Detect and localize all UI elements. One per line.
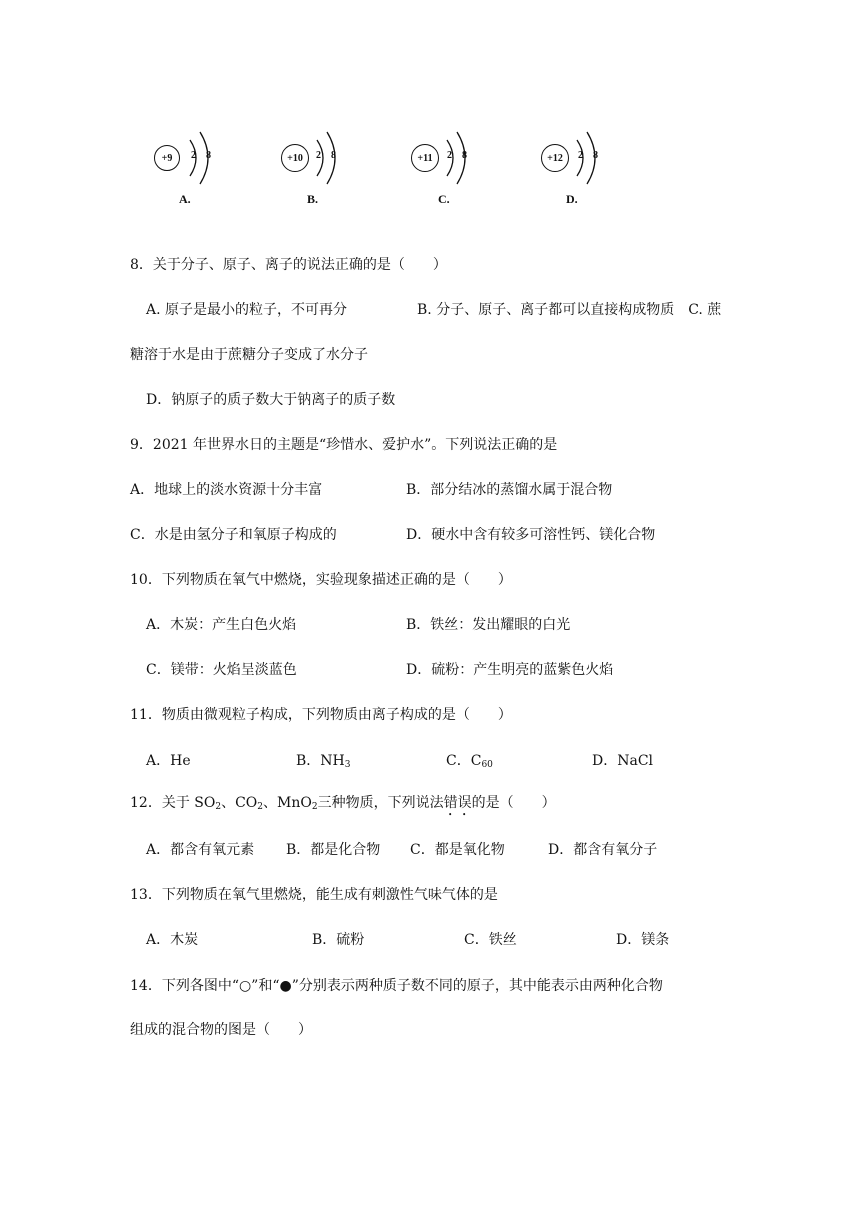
emphasis-word: 错误 <box>443 795 472 811</box>
shell-2-electrons: 8 <box>206 150 211 161</box>
q9-stem: 9．2021 年世界水日的主题是“珍惜水、爱护水”。下列说法正确的是 <box>130 437 558 453</box>
q8-options-line-1: A. 原子是最小的粒子，不可再分 B. 分子、原子、离子都可以直接构成物质 C. 蔗 <box>146 302 722 318</box>
shell-1-electrons: 2 <box>191 150 196 161</box>
diagram-label-d: D. <box>566 192 578 206</box>
q10-stem: 10．下列物质在氧气中燃烧，实验现象描述正确的是（ ） <box>130 572 512 588</box>
shell-1-electrons: 2 <box>447 150 452 161</box>
q11-option-b: B．$NH_3$ <box>296 753 351 770</box>
nucleus: +9 <box>154 145 180 171</box>
electron-shell-arcs <box>309 128 349 190</box>
shell-2-electrons: 8 <box>462 150 467 161</box>
shell-1-electrons: 2 <box>316 150 321 161</box>
q8-options-line-2: 糖溶于水是由于蔗糖分子变成了水分子 <box>130 347 368 363</box>
q14-stem-line-2: 组成的混合物的图是（ ） <box>130 1022 312 1038</box>
q13-option-c: C．铁丝 <box>464 932 517 948</box>
electron-shell-arcs <box>180 128 220 190</box>
q12-option-c: C．都是氧化物 <box>410 842 505 858</box>
electron-shell-arcs <box>569 128 609 190</box>
q11-option-c: C．$C_{60}$ <box>446 753 493 770</box>
q9-option-c: C．水是由氢分子和氧原子构成的 <box>130 527 337 543</box>
q11-stem: 11．物质由微观粒子构成，下列物质由离子构成的是（ ） <box>130 707 512 723</box>
atom-diagram-d <box>541 128 621 190</box>
shell-1-electrons: 2 <box>578 150 583 161</box>
q12-option-a: A．都含有氧元素 <box>146 842 255 858</box>
nucleus: +11 <box>411 144 439 172</box>
q12-option-d: D．都含有氧分子 <box>548 842 658 858</box>
q13-option-a: A．木炭 <box>146 932 199 948</box>
atom-diagram-c <box>411 128 491 190</box>
electron-shell-arcs <box>439 128 479 190</box>
q10-option-c: C．镁带：火焰呈淡蓝色 <box>146 662 297 678</box>
q10-option-a: A．木炭：产生白色火焰 <box>146 617 297 633</box>
nucleus: +10 <box>281 144 309 172</box>
q8-option-d: D．钠原子的质子数大于钠离子的质子数 <box>146 392 396 408</box>
diagram-label-c: C. <box>438 192 450 206</box>
q13-option-d: D．镁条 <box>616 932 670 948</box>
q12-option-b: B．都是化合物 <box>286 842 381 858</box>
q8-stem: 8．关于分子、原子、离子的说法正确的是（ ） <box>130 257 447 273</box>
q13-stem: 13．下列物质在氧气里燃烧，能生成有刺激性气味气体的是 <box>130 887 498 903</box>
q10-option-b: B．铁丝：发出耀眼的白光 <box>406 617 571 633</box>
shell-2-electrons: 8 <box>331 150 336 161</box>
diagram-label-b: B. <box>307 192 319 206</box>
diagram-label-a: A. <box>179 192 191 206</box>
nucleus: +12 <box>541 144 569 172</box>
atom-diagram-a <box>154 128 234 190</box>
q11-option-d: D．NaCl <box>592 753 654 769</box>
q12-stem: 12．关于 $SO_2$、$CO_2$、MnO$_2$三种物质，下列说法错误的是（ ） <box>130 795 556 812</box>
q14-stem-line-1: 14．下列各图中“○”和“●”分别表示两种质子数不同的原子，其中能表示由两种化合物 <box>130 978 663 994</box>
shell-2-electrons: 8 <box>593 150 598 161</box>
q10-option-d: D．硫粉：产生明亮的蓝紫色火焰 <box>406 662 614 678</box>
q9-option-a: A．地球上的淡水资源十分丰富 <box>130 482 323 498</box>
q13-option-b: B．硫粉 <box>312 932 365 948</box>
q9-option-b: B．部分结冰的蒸馏水属于混合物 <box>406 482 613 498</box>
q9-option-d: D．硬水中含有较多可溶性钙、镁化合物 <box>406 527 656 543</box>
q11-option-a: A．He <box>146 753 191 769</box>
atom-diagram-b <box>281 128 361 190</box>
